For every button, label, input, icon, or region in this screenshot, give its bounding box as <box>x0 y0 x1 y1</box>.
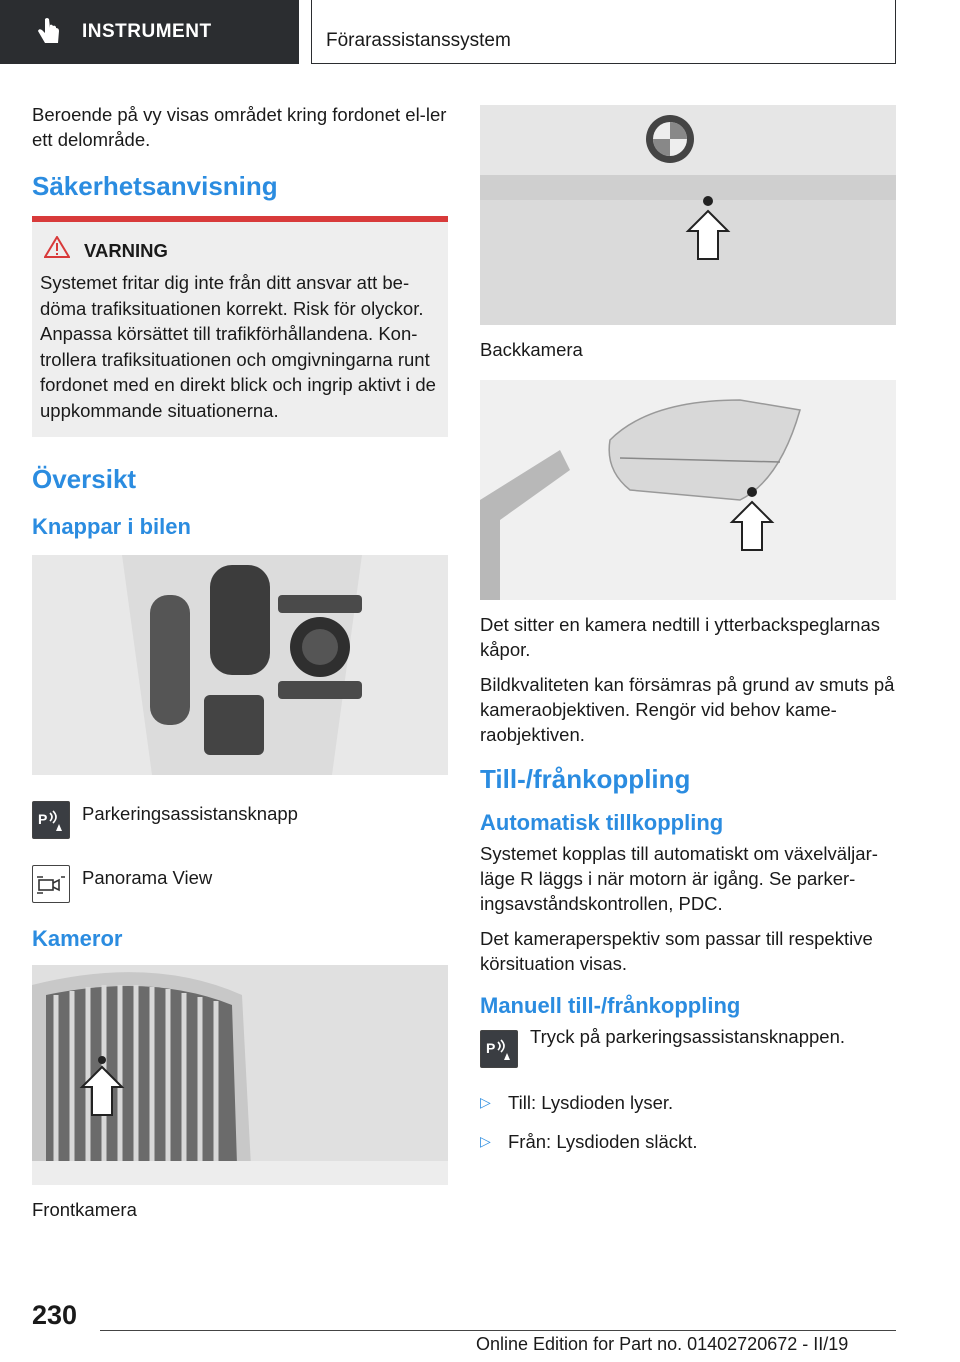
warning-box <box>32 216 448 437</box>
panorama-button-row <box>32 859 448 903</box>
rear-camera-photo <box>480 105 896 325</box>
auto-heading: Automatisk tillkoppling <box>480 810 724 835</box>
section-tab <box>0 0 299 64</box>
safety-heading: Säkerhetsanvisning <box>32 171 278 201</box>
onoff-heading: Till-/frånkoppling <box>480 764 691 794</box>
side-mirror-photo <box>480 380 896 600</box>
panorama-view-icon <box>32 865 70 903</box>
hand-pointer-icon <box>32 15 66 49</box>
svg-text:P: P <box>38 811 48 827</box>
warning-title-row <box>44 236 440 264</box>
center-console-photo <box>32 555 448 775</box>
chapter-title: Förarassistanssystem <box>326 30 511 51</box>
footer-edition: Online Edition for Part no. 01402720672 - II/19 <box>476 1334 849 1354</box>
svg-text:P: P <box>486 1040 496 1056</box>
parking-button-row <box>32 795 448 839</box>
bullet-triangle-icon: ▷ <box>480 1094 491 1110</box>
bullet-on-text: Till: Lysdioden lyser. <box>508 1092 674 1113</box>
left-column <box>32 102 448 1240</box>
warning-title: VARNING <box>84 239 168 261</box>
warning-text: Systemet fritar dig inte från ditt ansvar att be-döma trafiksituationen korrekt. Risk för olyckor. Anpassa körsättet till trafikförhållandena. Kon-trollera trafiksituationen och omgivningarna runt fordonet med en direkt blick och ingrip aktivt i de uppkommande situationerna. <box>40 272 436 421</box>
manual-instruction-row <box>480 1024 896 1068</box>
chapter-tab <box>311 0 896 64</box>
overview-heading: Översikt <box>32 464 137 494</box>
bullet-off <box>480 1129 896 1154</box>
manual-heading: Manuell till-/frånkoppling <box>480 993 741 1018</box>
cameras-heading: Kameror <box>32 926 123 951</box>
perspective-text: Det kameraperspektiv som passar till respektive körsituation visas. <box>480 928 873 974</box>
bullet-on <box>480 1090 896 1115</box>
warning-triangle-icon <box>44 236 70 264</box>
front-camera-photo <box>32 965 448 1185</box>
right-column <box>480 105 896 1168</box>
intro-text: Beroende på vy visas området kring fordonet el-ler ett delområde. <box>32 104 447 150</box>
mirror-text: Det sitter en kamera nedtill i ytterbackspeglarnas kåpor. <box>480 614 880 660</box>
manual-text: Tryck på parkeringsassistansknappen. <box>530 1026 845 1047</box>
auto-text: Systemet kopplas till automatiskt om växelväljar-läge R läggs i när motorn är igång. Se parker-ingsavståndskontrollen, PDC. <box>480 843 878 914</box>
front-camera-caption: Frontkamera <box>32 1199 137 1220</box>
section-title: INSTRUMENT <box>82 21 212 42</box>
parking-assist-icon <box>32 801 70 839</box>
parking-button-label: Parkeringsassistansknapp <box>82 803 298 824</box>
parking-assist-icon <box>480 1030 518 1068</box>
page-number: 230 <box>32 1300 78 1330</box>
footer-divider <box>100 1330 896 1331</box>
rear-camera-caption: Backkamera <box>480 339 583 360</box>
quality-text: Bildkvaliteten kan försämras på grund av smuts på kameraobjektiven. Rengör vid behov kame-raobjektiven. <box>480 674 895 745</box>
bullet-triangle-icon: ▷ <box>480 1133 491 1149</box>
panorama-button-label: Panorama View <box>82 867 213 888</box>
bullet-off-text: Från: Lysdioden släckt. <box>508 1131 698 1152</box>
buttons-heading: Knappar i bilen <box>32 514 191 539</box>
